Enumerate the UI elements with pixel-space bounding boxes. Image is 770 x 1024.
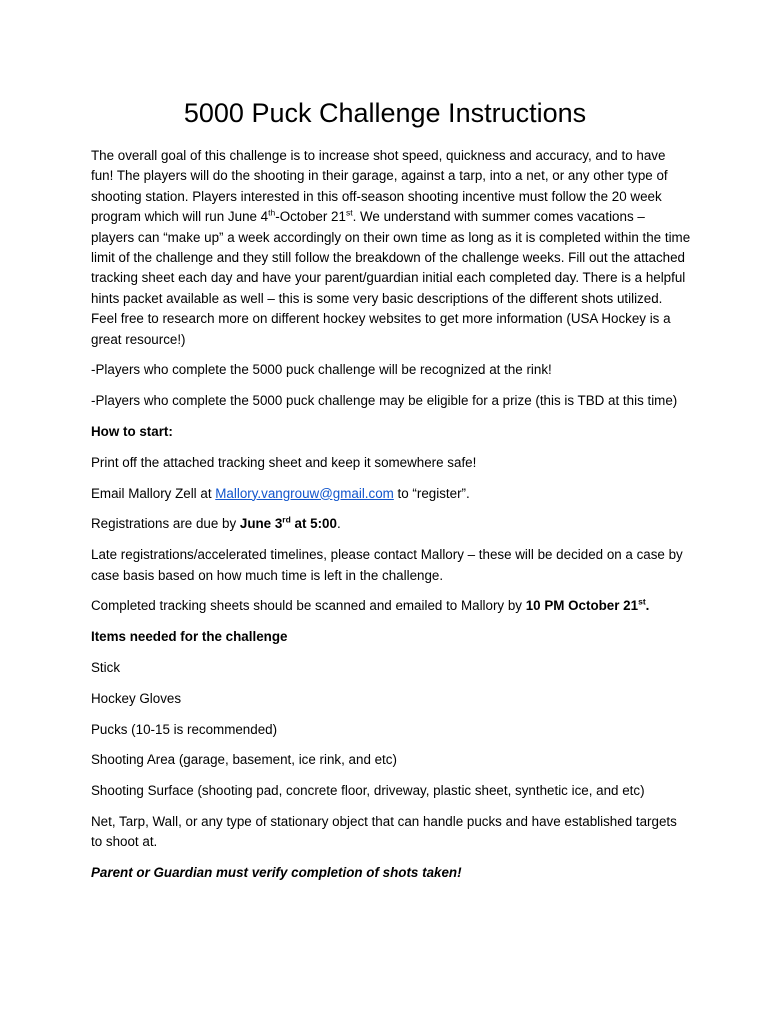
completed-sup: st [638,596,646,607]
page-title: 5000 Puck Challenge Instructions [183,98,587,128]
registration-sup: rd [282,514,291,525]
completed-sheets-line [91,596,691,616]
items-heading-text: Items needed for the challenge [91,629,288,645]
list-item: Net, Tarp, Wall, or any type of stationary object that can handle pucks and have established targets to shoot at. [91,814,677,850]
footer-note [91,863,691,883]
intro-paragraph [91,146,691,350]
list-item: Pucks (10-15 is recommended) [91,721,278,737]
intro-sup-th: th [268,207,276,218]
email-post: to “register”. [393,485,470,501]
list-item: Stick [91,660,121,676]
items-heading [91,627,691,647]
intro-text-3: . We understand with summer comes vacations – players can “make up” a week accordingly on their own time as long as it is completed within the time limit of the challenge and they still follow the breakdown of the challenge weeks. Fill out the attached tracking sheet each day and have your parent/guardian initial each completed day. There is a helpful hints packet available as well – this is some very basic descriptions of the different shots utilized. Feel free to research more on different hockey websites to get more information (USA Hockey is a great resource!) [91,209,691,347]
completed-deadline: 10 PM October 21 [525,598,639,614]
registration-post: . [336,516,341,532]
prize-line: -Players who complete the 5000 puck challenge may be eligible for a prize (this is TBD at this time) [91,393,678,409]
email-link[interactable]: Mallory.vangrouw@gmail.com [215,485,394,501]
completed-pre: Completed tracking sheets should be scanned and emailed to Mallory by [91,598,526,614]
late-registration-line: Late registrations/accelerated timelines, please contact Mallory – these will be decided on a case by case basis based on how much time is left in the challenge. [91,547,683,583]
list-item: Shooting Area (garage, basement, ice rink, and etc) [91,752,397,768]
email-line [91,484,691,504]
registration-pre: Registrations are due by [91,516,240,532]
registration-line [91,514,691,534]
registration-time: at 5:00 [290,516,337,532]
registration-date: June 3 [239,516,283,532]
footer-note-text: Parent or Guardian must verify completion of shots taken! [91,865,462,881]
email-pre: Email Mallory Zell at [91,485,216,501]
completed-post: . [645,598,650,614]
print-line: Print off the attached tracking sheet and keep it somewhere safe! [91,454,477,470]
list-item: Shooting Surface (shooting pad, concrete floor, driveway, plastic sheet, synthetic ice, and etc) [91,783,645,799]
recognized-line: -Players who complete the 5000 puck challenge will be recognized at the rink! [91,362,552,378]
intro-sup-st: st [345,207,353,218]
intro-text-1: The overall goal of this challenge is to increase shot speed, quickness and accuracy, and to have fun! The players will do the shooting in their garage, against a tarp, into a net, or any other type of shooting station. Players interested in this off-season shooting incentive must follow the 20 week program which will run June 4 [91,148,668,225]
document-body [91,146,691,894]
list-item: Hockey Gloves [91,690,182,706]
how-to-start-heading-text: How to start: [91,424,173,440]
how-to-start-heading [91,422,691,442]
intro-text-2: -October 21 [275,209,346,225]
